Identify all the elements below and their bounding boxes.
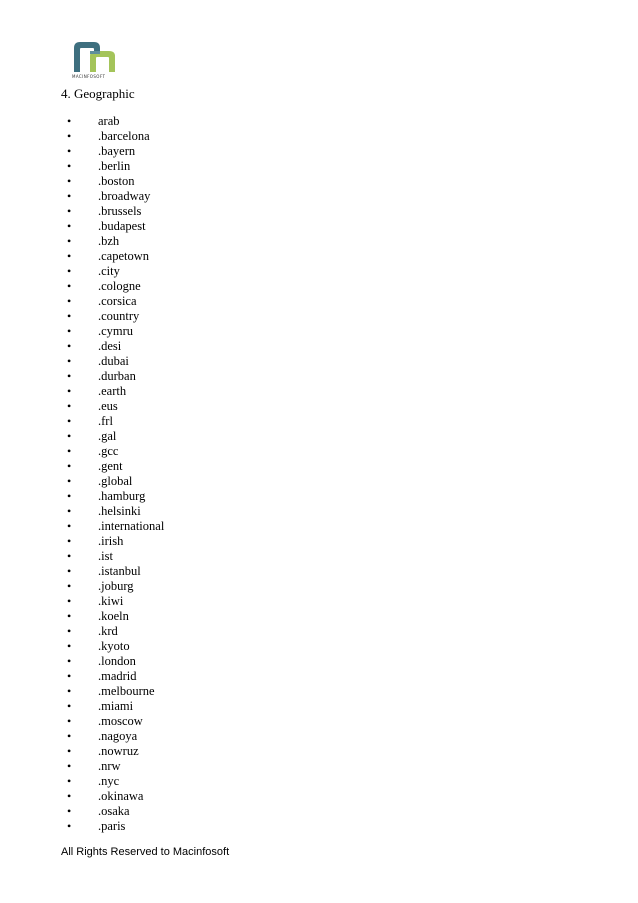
bullet-icon: • [67, 474, 72, 488]
bullet-icon: • [67, 459, 72, 473]
bullet-icon: • [67, 819, 72, 833]
list-item-text: .nowruz [98, 744, 139, 758]
list-item-text: .international [98, 519, 165, 533]
list-item-text: .country [98, 309, 140, 323]
bullet-icon: • [67, 279, 72, 293]
list-item-text: .nrw [98, 759, 121, 773]
bullet-icon: • [67, 234, 72, 248]
bullet-icon: • [67, 519, 72, 533]
bullet-icon: • [67, 174, 72, 188]
bullet-icon: • [67, 129, 72, 143]
bullet-icon: • [67, 639, 72, 653]
list-item-text: .capetown [98, 249, 150, 263]
list-item-text: .barcelona [98, 129, 150, 143]
list-item-text: .madrid [98, 669, 137, 683]
logo-mark-icon [72, 40, 118, 74]
bullet-icon: • [67, 594, 72, 608]
bullet-icon: • [67, 294, 72, 308]
list-item-text: .gcc [98, 444, 119, 458]
bullet-icon: • [67, 759, 72, 773]
list-item-text: .osaka [98, 804, 130, 818]
list-item-text: .moscow [98, 714, 143, 728]
bullet-icon: • [67, 324, 72, 338]
bullet-icon: • [67, 249, 72, 263]
list-item-text: .berlin [98, 159, 131, 173]
bullet-icon: • [67, 714, 72, 728]
list-item-text: .koeln [98, 609, 129, 623]
bullet-icon: • [67, 429, 72, 443]
list-item-text: .frl [98, 414, 113, 428]
list-item-text: .city [98, 264, 120, 278]
list-item-text: .boston [98, 174, 135, 188]
bullet-icon: • [67, 144, 72, 158]
list-item-text: .cologne [98, 279, 141, 293]
list-item-text: .global [98, 474, 133, 488]
bullet-icon: • [67, 309, 72, 323]
list-item-text: .desi [98, 339, 122, 353]
bullet-icon: • [67, 264, 72, 278]
bullet-icon: • [67, 204, 72, 218]
bullet-icon: • [67, 219, 72, 233]
bullet-icon: • [67, 534, 72, 548]
bullet-icon: • [67, 504, 72, 518]
list-item-text: .durban [98, 369, 136, 383]
list-item-text: .bayern [98, 144, 136, 158]
bullet-icon: • [67, 159, 72, 173]
logo-text: MACINFOSOFT [72, 74, 106, 79]
list-item-text: .okinawa [98, 789, 144, 803]
list-item-text: .budapest [98, 219, 146, 233]
list-item-text: .gal [98, 429, 117, 443]
bullet-icon: • [67, 729, 72, 743]
bullet-icon: • [67, 789, 72, 803]
list-item-text: .broadway [98, 189, 151, 203]
bullet-icon: • [67, 414, 72, 428]
list-item-text: .kiwi [98, 594, 124, 608]
list-item-text: .istanbul [98, 564, 141, 578]
list-item-text: .earth [98, 384, 127, 398]
list-item-text: arab [98, 114, 120, 128]
bullet-icon: • [67, 114, 72, 128]
list-item-text: .brussels [98, 204, 142, 218]
bullet-icon: • [67, 669, 72, 683]
bullet-icon: • [67, 399, 72, 413]
bullet-icon: • [67, 654, 72, 668]
list-item-text: .cymru [98, 324, 134, 338]
list-item-text: .irish [98, 534, 124, 548]
bullet-icon: • [67, 354, 72, 368]
list-item-text: .miami [98, 699, 134, 713]
bullet-icon: • [67, 489, 72, 503]
list-item-text: .ist [98, 549, 113, 563]
bullet-icon: • [67, 609, 72, 623]
list-item-text: .gent [98, 459, 123, 473]
bullet-icon: • [67, 579, 72, 593]
list-item-text: .melbourne [98, 684, 155, 698]
bullet-icon: • [67, 774, 72, 788]
bullet-icon: • [67, 384, 72, 398]
list-item-text: .london [98, 654, 136, 668]
bullet-icon: • [67, 189, 72, 203]
bullet-icon: • [67, 744, 72, 758]
list-item-text: .eus [98, 399, 118, 413]
list-item-text: .helsinki [98, 504, 141, 518]
list-item-text: .nagoya [98, 729, 138, 743]
list-item-text: .corsica [98, 294, 137, 308]
list-item-text: .kyoto [98, 639, 130, 653]
bullet-icon: • [67, 339, 72, 353]
list-item-text: .paris [98, 819, 126, 833]
list-item-text: .hamburg [98, 489, 146, 503]
list-item-text: .bzh [98, 234, 120, 248]
list-item-text: .dubai [98, 354, 129, 368]
section-heading: 4. Geographic [61, 86, 135, 101]
bullet-icon: • [67, 369, 72, 383]
list-item-text: .krd [98, 624, 118, 638]
bullet-icon: • [67, 549, 72, 563]
bullet-icon: • [67, 564, 72, 578]
bullet-icon: • [67, 684, 72, 698]
bullet-icon: • [67, 624, 72, 638]
macinfosoft-logo [72, 40, 118, 80]
list-item-text: .nyc [98, 774, 120, 788]
footer-text: All Rights Reserved to Macinfosoft [61, 846, 230, 858]
bullet-icon: • [67, 699, 72, 713]
bullet-icon: • [67, 444, 72, 458]
list-item-text: .joburg [98, 579, 134, 593]
bullet-icon: • [67, 804, 72, 818]
